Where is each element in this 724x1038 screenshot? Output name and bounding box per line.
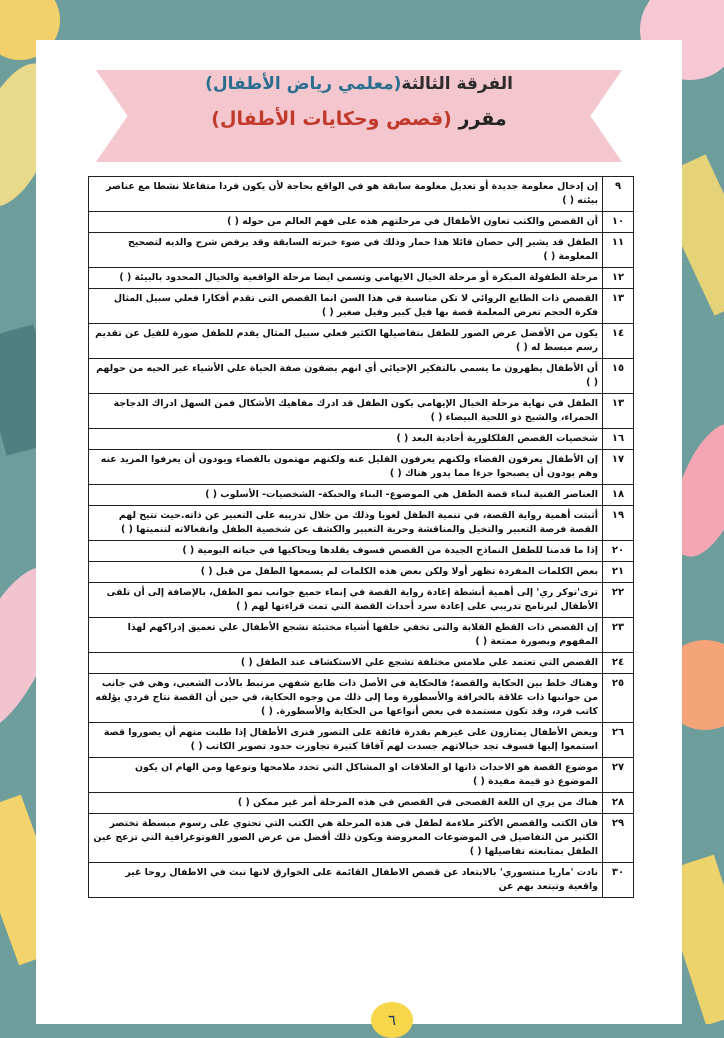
title-line-1 [36,74,682,94]
question-text: إن إدخال معلومة جديدة أو تعديل معلومة سابقة هو في الواقع بحاجة لأن يكون فردا متفاعلا نشطا مع عناصر بيئته ( ) [89,177,603,212]
question-row [89,758,634,793]
question-text: الطفل في نهاية مرحلة الخيال الإيهامي يكون الطفل قد ادرك مفاهيك الأشكال فمن السهل ادراك الدجاجة الحمراء، والشيخ ذو اللحية البيضاء ( ) [89,394,603,429]
question-row [89,506,634,541]
question-text: فان الكتب والقصص الأكثر ملاءمة لطفل في هذه المرحلة هي الكتب التي تحتوي على رسوم مبسطة تختصر الكثير من التفاصيل في الموضوعات المعروضة ويكون ذلك أفضل من عرض الصور الفوتوغرافية التي تزعج عين الطفل بمتابعته تفاصيلها ( ) [89,814,603,863]
question-text: الطفل قد يشير إلي حصان قائلا هذا حمار وذلك في ضوء خبرته السابقة وقد يرفض شرح والديه لتصحيح المعلومة ( ) [89,233,603,268]
question-row [89,618,634,653]
question-row [89,289,634,324]
title-line-2 [36,108,682,130]
title-line-1-prefix: الفرقة الثالثة [401,74,513,94]
question-row [89,653,634,674]
question-number: ١٣ [603,394,634,429]
title-line-1-paren: (معلمي رياض الأطفال) [205,74,402,94]
question-row [89,394,634,429]
question-number: ٢٦ [603,723,634,758]
question-number: ٢٥ [603,674,634,723]
question-row [89,485,634,506]
question-text: مرحلة الطفولة المبكرة أو مرحلة الخيال الايهامي وتسمي ايضا مرحلة الواقعية والخيال المحدود بالبيئة ( ) [89,268,603,289]
question-number: ٢٣ [603,618,634,653]
question-text: بعض الكلمات المفردة تظهر أولا ولكن بعض هذه الكلمات لم يسمعها الطفل من قبل ( ) [89,562,603,583]
question-text: إذا ما قدمنا للطفل النماذج الجيدة من القصص فسوف يقلدها ويحاكيها في حياته اليومية ( ) [89,541,603,562]
question-text: موضوع القصة هو الاحداث ذاتها او العلاقات او المشاكل التي تحدد ملامحها ونوعها ومن الهام ان يكون الموضوع ذو قيمة مفيدة ( ) [89,758,603,793]
question-text: القصص ذات الطابع الروائي لا تكن مناسبة في هذا السن انما القصص التى تقدم أفكارا فعلي سبيل المثال فكرة الحجم تعرض المعلمة قصة بها فيل كبير وفيل صغير ( ) [89,289,603,324]
question-row [89,863,634,898]
title-line-2-prefix: مقرر [458,108,507,130]
question-text: نادت 'ماريا منتسوري' بالابتعاد عن قصص الاطفال القائمة على الخوارق لانها تبث في الاطفال روحا غير واقعية وتبتعد بهم عن [89,863,603,898]
question-number: ١٩ [603,506,634,541]
question-row [89,541,634,562]
question-number: ٢٠ [603,541,634,562]
question-number: ٢٤ [603,653,634,674]
question-row [89,359,634,394]
question-row [89,450,634,485]
question-row [89,212,634,233]
question-text: القصص التي تعتمد علي ملامس مختلفة تشجع علي الاستكشاف عند الطفل ( ) [89,653,603,674]
question-text: ترى'توكر ري' إلى أهمية أنشطة إعادة رواية القصة في إنماء جميع جوانب نمو الطفل، بالإضافة إلى أن تلقى الأطفال لبرنامج تدريبي على إعادة سرد أحداث القصة التي تمت قراءتها لهم ( ) [89,583,603,618]
page-number-badge [371,1002,413,1038]
question-row [89,429,634,450]
question-text: أثبتت أهمية رواية القصة، في تنمية الطفل لغويا وذلك من خلال تدريبه على التعبير عن ذاته.حيث تتيح لهم القصة فرصة التعبير والتخيل والمناقشة وحرية التعبير والكشف عن شخصية الطفل وانفعالاته لتنميتها ( ) [89,506,603,541]
question-text: هناك من يري ان اللغة الفصحى في القصص في هذه المرحلة أمر غير ممكن ( ) [89,793,603,814]
question-number: ١٠ [603,212,634,233]
question-number: ١١ [603,233,634,268]
question-number: ٩ [603,177,634,212]
question-number: ١٧ [603,450,634,485]
question-number: ٣٠ [603,863,634,898]
question-number: ١٣ [603,289,634,324]
question-row [89,674,634,723]
question-text: يكون من الأفضل عرض الصور للطفل بتفاصيلها الكثير فعلي سبيل المثال يقدم للطفل صورة للفيل عن تقديم رسم مبسط له ( ) [89,324,603,359]
question-number: ٢٢ [603,583,634,618]
question-row [89,268,634,289]
question-text: أن القصص والكتب تعاون الأطفال في مرحلتهم هذه على فهم العالم من حوله ( ) [89,212,603,233]
question-number: ١٥ [603,359,634,394]
page-number: ٦ [387,1011,397,1029]
question-row [89,793,634,814]
question-row [89,562,634,583]
document-page [36,40,682,1029]
question-text: إن الأطفال يعرفون الفضاء ولكنهم يعرفون القليل عنه ولكنهم مهتمون بالفضاء ويودون أن يعرفوا المزيد عنه وهم يودون أن يصبحوا جزءا مما يدور هناك ( ) [89,450,603,485]
question-number: ٢٩ [603,814,634,863]
question-number: ٢٨ [603,793,634,814]
question-row [89,583,634,618]
question-number: ١٤ [603,324,634,359]
question-number: ١٨ [603,485,634,506]
question-text: إن القصص ذات القطع القلابة والتى تخفي خلفها أشياء مختبئة تشجع الأطفال علي تعميق إدراكهم لهذا المفهوم وبصورة ممتعة ( ) [89,618,603,653]
question-number: ٢١ [603,562,634,583]
question-row [89,177,634,212]
question-row [89,324,634,359]
question-number: ١٢ [603,268,634,289]
question-text: شخصيات القصص الفلكلورية أحادية البعد ( ) [89,429,603,450]
title-line-2-paren: (قصص وحكايات الأطفال) [211,108,452,130]
question-row [89,723,634,758]
questions-table [88,176,634,898]
question-text: ويعض الأطفال يمتازون على غيرهم بقدرة فائقة على التصور فنرى الأطفال إذا طلبت منهم أن يصوروا قصة استمعوا إليها فسوف تجد خيالاتهم جسدت لهم آفاقا كثيرة تجاوزت حدود تصوير الكاتب ( ) [89,723,603,758]
question-row [89,233,634,268]
question-text: وهناك خلط بين الحكاية والقصة؛ فالحكاية في الأصل ذات طابع شفهي مرتبط بالأدب الشعبي، وهي في جانب من جوانبها ذات علاقة بالخرافة والأسطورة وما إلى ذلك من وجوه الحكاية، في حين أن القصة نتاج فردي يؤلفه كاتب فرد، وقد تكون مستمدة في بعض أنواعها من الحكاية والأسطورة. ( ) [89,674,603,723]
question-row [89,814,634,863]
question-text: العناصر الفنية لبناء قصة الطفل هي الموضوع- البناء والحبكة- الشخصيات- الأسلوب ( ) [89,485,603,506]
question-number: ١٦ [603,429,634,450]
question-number: ٢٧ [603,758,634,793]
question-text: أن الأطفال يظهرون ما يسمي بالتفكير الإحيائي أي انهم يضفون صفة الحياة علي الأشياء غير الحيه من حولهم ( ) [89,359,603,394]
